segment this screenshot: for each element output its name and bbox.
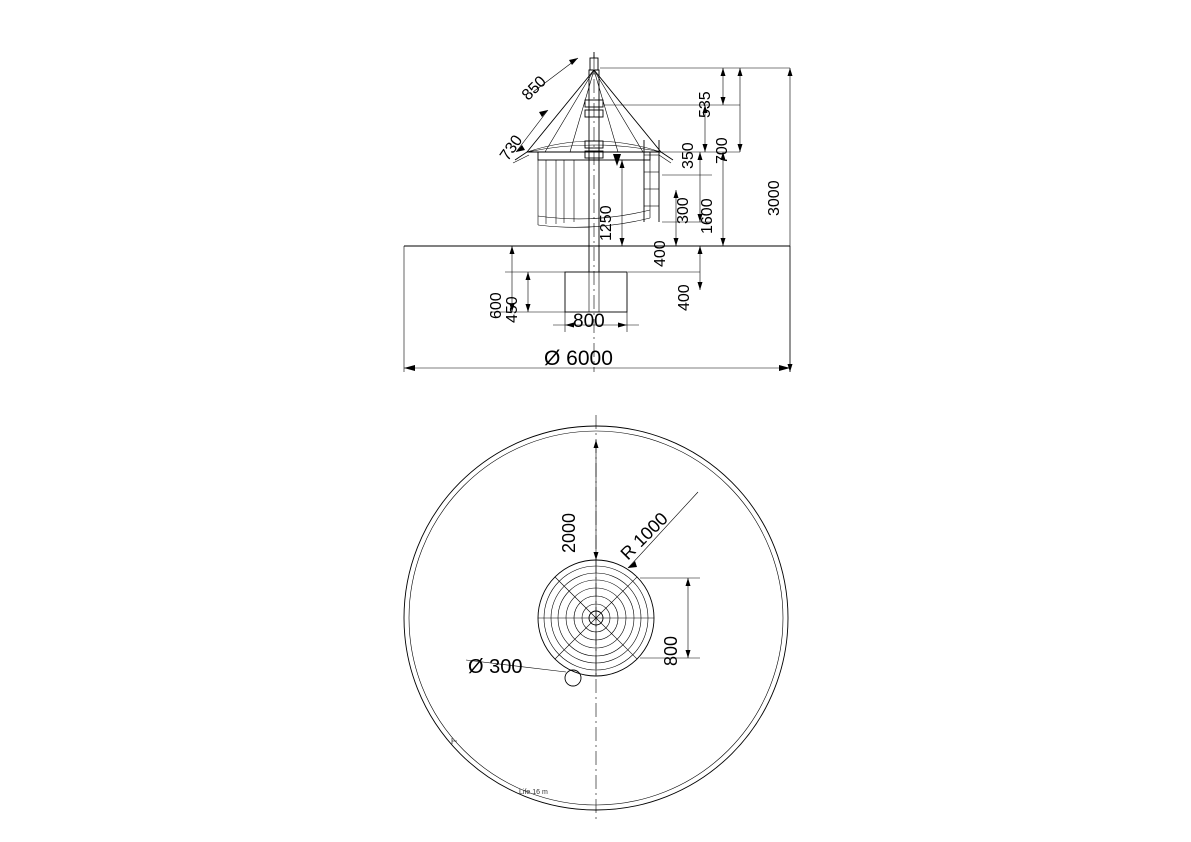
dim-label-overall-3000: 3000: [766, 180, 783, 216]
dim-label-footing-depth-400: 400: [676, 284, 693, 311]
dim-label-plan-800: 800: [661, 635, 681, 666]
dim-label-plan-post-diameter: Ø 300: [468, 656, 523, 678]
dim-label-footing-width-800: 800: [573, 311, 605, 332]
dim-label-step-400: 400: [652, 240, 669, 267]
footnote-label: Life 16 m: [519, 789, 548, 796]
dim-label-footing-450: 450: [504, 296, 521, 323]
dim-label-rail-700: 700: [714, 137, 731, 164]
dim-label-slide-1250: 1250: [598, 205, 615, 241]
dim-label-deck-350: 350: [680, 142, 697, 169]
dim-label-ladder-300: 300: [675, 197, 692, 224]
dim-label-roof-slope-850: 850: [518, 73, 550, 104]
plan-view: [404, 415, 788, 822]
dim-label-roof-slope-730: 730: [497, 132, 527, 164]
dim-label-plan-2000: 2000: [559, 512, 579, 553]
footing: [565, 272, 627, 312]
dim-label-plan-radius: R 1000: [616, 508, 672, 564]
dim-label-post-top-535: 535: [697, 91, 714, 118]
roof: [513, 52, 673, 163]
dim-label-deck-height-1600: 1600: [699, 198, 716, 234]
dim-label-footing-600: 600: [488, 292, 505, 319]
dim-label-safety-zone-diameter: Ø 6000: [544, 347, 613, 370]
